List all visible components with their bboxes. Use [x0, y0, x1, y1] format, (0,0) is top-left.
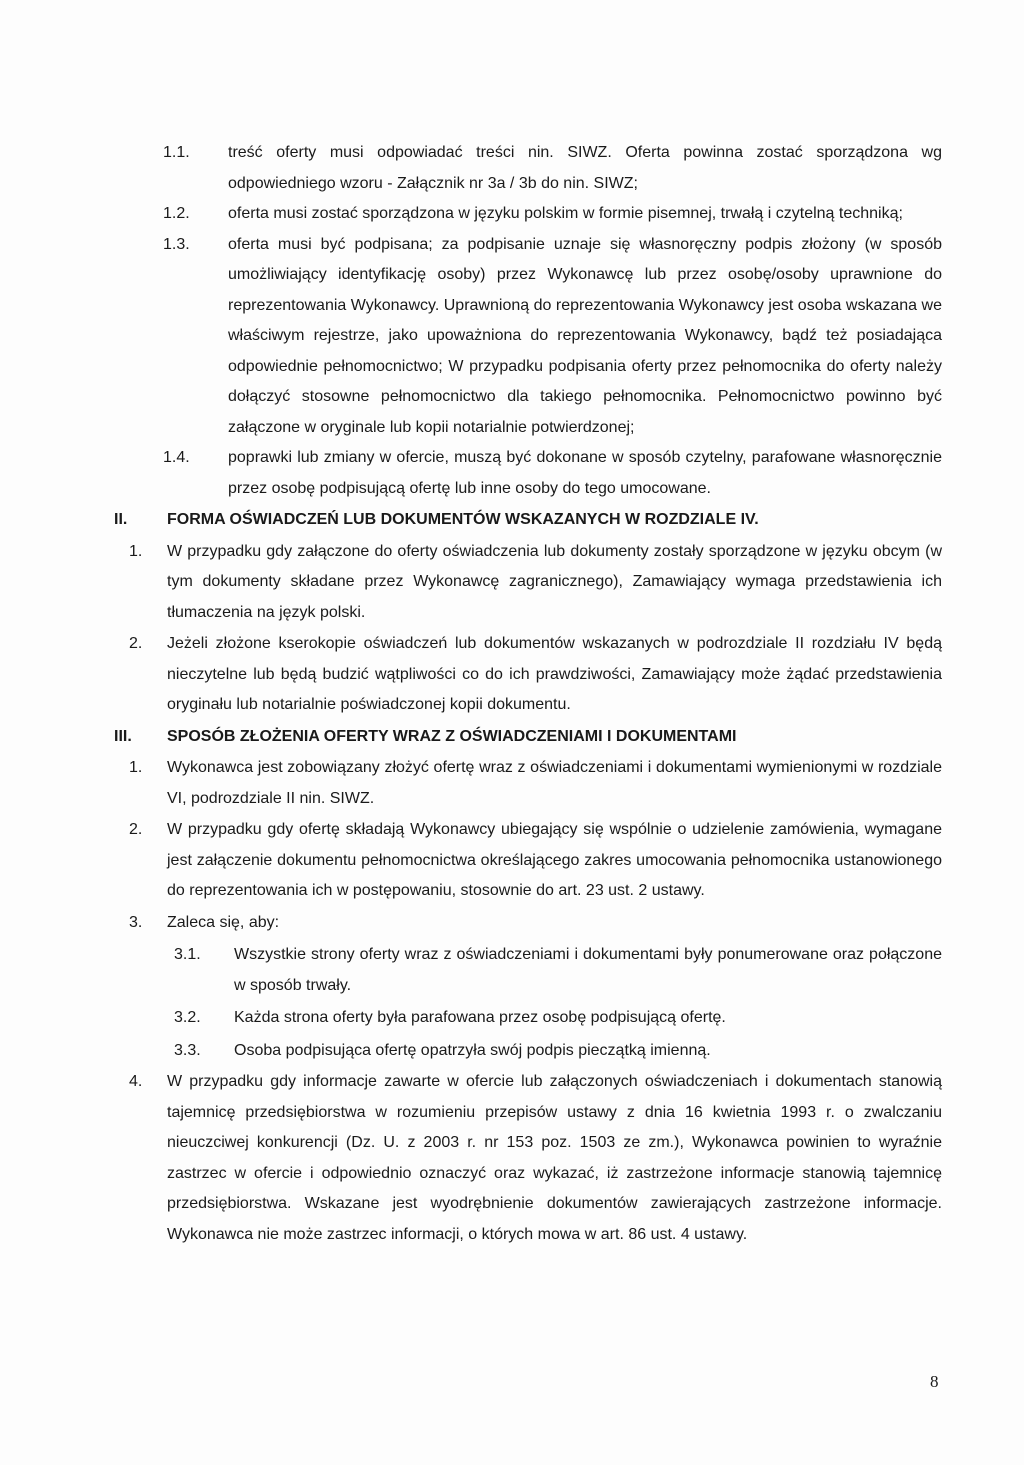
list-item — [112, 230, 942, 444]
item-text: treść oferty musi odpowiadać treści nin. SIWZ. Oferta powinna zostać sporządzona wg odpowiedniego wzoru - Załącznik nr 3a / 3b do nin. SIWZ; — [228, 144, 942, 192]
item-number: 1. — [129, 759, 143, 776]
item-number: 2. — [129, 635, 143, 652]
item-text: W przypadku gdy informacje zawarte w ofercie lub załączonych oświadczeniach i dokumentach stanowią tajemnicę przedsiębiorstwa w rozumieniu przepisów ustawy z dnia 16 kwietnia 1993 r. o zwalczaniu nieuczciwej konkurencji (Dz. U. z 2003 r. nr 153 poz. 1503 ze zm.), Wykonawca powinien to wyraźnie zastrzec w ofercie i odpowiednio oznaczyć oraz wykazać, iż zastrzeżone informacje stanowią tajemnicę przedsiębiorstwa. Wskazane jest wyodrębnienie dokumentów zawierających zastrzeżone informacje. Wykonawca nie może zastrzec informacji, o których mowa w art. 86 ust. 4 ustawy. — [167, 1073, 942, 1243]
item-text: Wykonawca jest zobowiązany złożyć ofertę wraz z oświadczeniami i dokumentami wymienionymi w rozdziale VI, podrozdziale II nin. SIWZ. — [167, 759, 942, 807]
item-number: 1.4. — [163, 449, 190, 466]
item-text: Wszystkie strony oferty wraz z oświadczeniami i dokumentami były ponumerowane oraz połączone w sposób trwały. — [234, 946, 942, 994]
list-item — [112, 199, 942, 230]
list-item — [112, 753, 942, 814]
item-number: 4. — [129, 1073, 143, 1090]
item-number: 3. — [129, 913, 143, 931]
item-number: 1.1. — [163, 144, 190, 161]
list-item — [112, 1067, 942, 1250]
page-number: 8 — [930, 1372, 939, 1391]
section-heading-ii — [112, 505, 942, 536]
item-number: 3.2. — [174, 1009, 201, 1026]
list-item — [112, 629, 942, 721]
list-item — [112, 537, 942, 629]
item-text: Zaleca się, aby: — [167, 913, 280, 931]
item-number: 1. — [129, 542, 143, 560]
item-number: 1.2. — [163, 205, 190, 222]
list-item — [112, 443, 942, 504]
item-text: W przypadku gdy załączone do oferty oświadczenia lub dokumenty zostały sporządzone w języku obcym (w tym dokumenty składane przez Wykonawcę zagranicznego), Zamawiający wymaga przedstawienia ich tłumaczenia na język polski. — [167, 542, 942, 621]
item-text: W przypadku gdy ofertę składają Wykonawcy ubiegający się wspólnie o udzielenie zamówienia, wymagane jest załączenie dokumentu pełnomocnictwa określającego zakres umocowania pełnomocnika ustanowionego do reprezentowania ich w postępowaniu, stosownie do art. 23 ust. 2 ustawy. — [167, 821, 942, 899]
item-text: Jeżeli złożone kserokopie oświadczeń lub dokumentów wskazanych w podrozdziale II rozdziału IV będą nieczytelne lub będą budzić wątpliwości co do ich prawdziwości, Zamawiający może żądać przedstawienia oryginału lub notarialnie poświadczonej kopii dokumentu. — [167, 635, 942, 713]
section-title: SPOSÓB ZŁOŻENIA OFERTY WRAZ Z OŚWIADCZENIAMI I DOKUMENTAMI — [167, 727, 737, 745]
item-number: 2. — [129, 821, 143, 838]
sub-list-item — [112, 1036, 942, 1067]
list-item — [112, 908, 942, 939]
section-title: FORMA OŚWIADCZEŃ LUB DOKUMENTÓW WSKAZANYCH W ROZDZIALE IV. — [167, 511, 759, 528]
item-text: poprawki lub zmiany w ofercie, muszą być dokonane w sposób czytelny, parafowane własnoręcznie przez osobę podpisującą ofertę lub inne osoby do tego umocowane. — [228, 449, 942, 497]
section-number: III. — [114, 727, 132, 745]
item-text: oferta musi być podpisana; za podpisanie uznaje się własnoręczny podpis złożony (w sposób umożliwiający identyfikację osoby) przez Wykonawcę lub przez osobę/osoby uprawnione do reprezentowania Wykonawcy. Uprawnioną do reprezentowania Wykonawcy jest osoba wskazana we właściwym rejestrze, jako upoważniona do reprezentowania Wykonawcy, bądź też posiadająca odpowiednie pełnomocnictwo; W przypadku podpisania oferty przez pełnomocnika do oferty należy dołączyć stosowne pełnomocnictwo dla takiego pełnomocnika. Pełnomocnictwo powinno być załączone w oryginale lub kopii notarialnie potwierdzonej; — [228, 235, 942, 436]
section-number: II. — [114, 511, 128, 528]
item-text: oferta musi zostać sporządzona w języku polskim w formie pisemnej, trwałą i czytelną techniką; — [228, 205, 903, 222]
item-number: 3.3. — [174, 1041, 201, 1059]
document-body — [112, 138, 942, 1250]
item-number: 3.1. — [174, 946, 201, 963]
item-number: 1.3. — [163, 235, 190, 253]
sub-list-item — [112, 940, 942, 1001]
item-text: Osoba podpisująca ofertę opatrzyła swój podpis pieczątką imienną. — [234, 1041, 711, 1059]
list-item — [112, 138, 942, 199]
item-text: Każda strona oferty była parafowana przez osobę podpisującą ofertę. — [234, 1009, 726, 1026]
sub-list-item — [112, 1003, 942, 1034]
list-item — [112, 815, 942, 907]
section-heading-iii — [112, 722, 942, 753]
